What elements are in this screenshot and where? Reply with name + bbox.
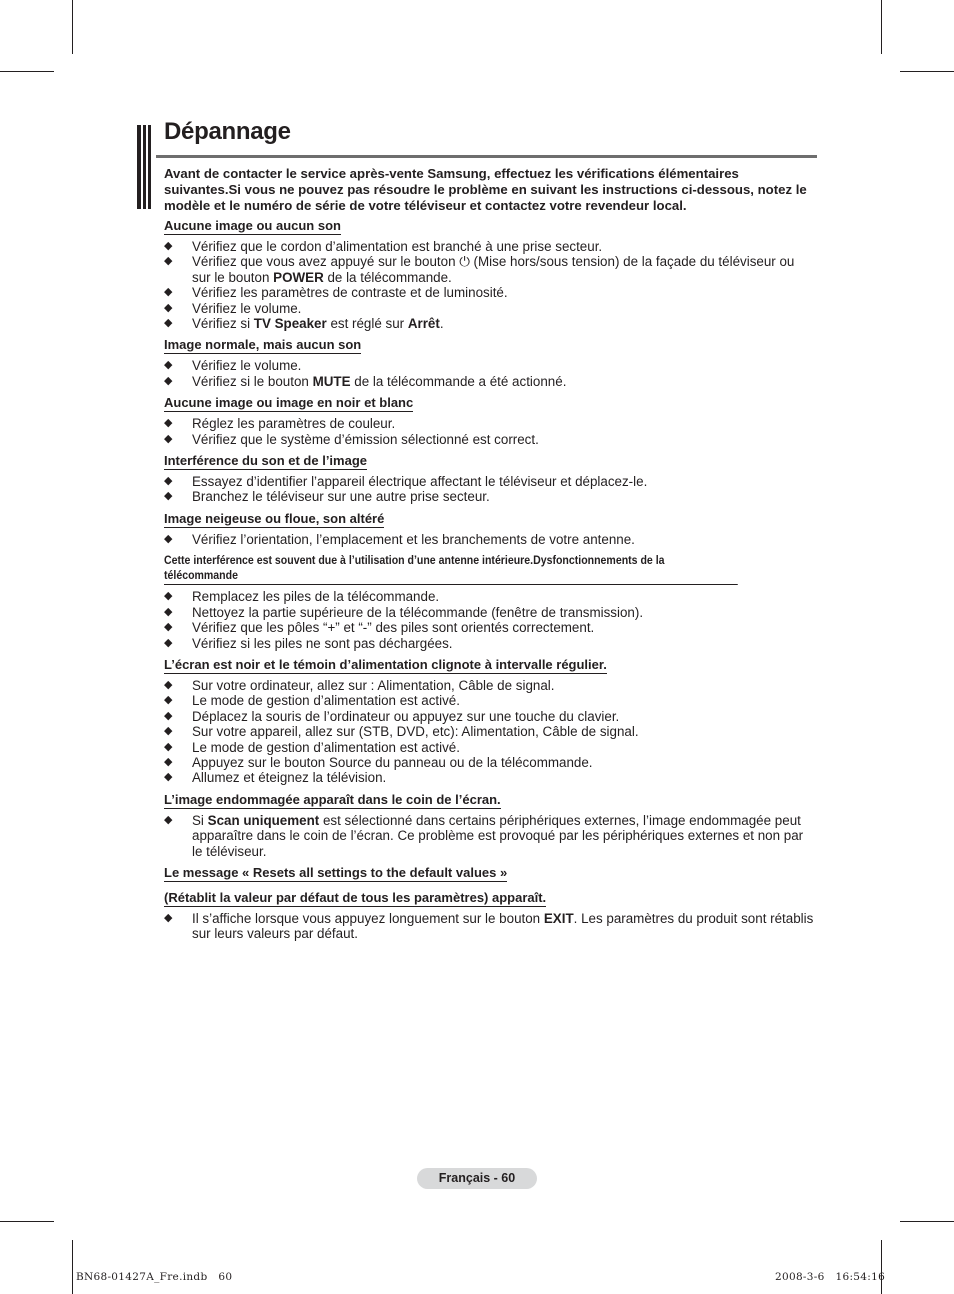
crop-mark xyxy=(900,1221,954,1222)
list-item: ◆ Allumez et éteignez la télévision. xyxy=(164,770,387,786)
diamond-bullet-icon: ◆ xyxy=(164,490,173,503)
diamond-bullet-icon: ◆ xyxy=(164,725,173,738)
list-item: ◆ Vérifiez que vous avez appuyé sur le bouton ⏻ (Mise hors/sous tension) de la façade du téléviseur ou sur le bouton POWER de la télécommande. xyxy=(164,254,795,285)
section-heading: L’écran est noir et le témoin d’alimentation clignote à intervalle régulier. xyxy=(164,656,607,672)
list-item: ◆ Appuyez sur le bouton Source du panneau ou de la télécommande. xyxy=(164,754,593,770)
troubleshooting-section xyxy=(164,218,816,331)
section-heading: Image neigeuse ou floue, son altéré xyxy=(164,510,385,526)
footer-file-name: BN68-01427A_Fre.indb 60 xyxy=(76,1271,233,1283)
list-item: ◆ Vérifiez le volume. xyxy=(164,358,302,374)
crop-mark xyxy=(900,71,954,72)
bullet-list xyxy=(164,678,816,786)
troubleshooting-list xyxy=(164,218,816,948)
troubleshooting-section xyxy=(164,395,816,447)
troubleshooting-section xyxy=(164,865,816,882)
diamond-bullet-icon: ◆ xyxy=(164,636,173,649)
diamond-bullet-icon: ◆ xyxy=(164,301,173,314)
list-item: ◆ Vérifiez les paramètres de contraste et de luminosité. xyxy=(164,285,508,301)
list-item: ◆ Sur votre appareil, allez sur (STB, DVD, etc): Alimentation, Câble de signal. xyxy=(164,724,639,740)
list-item: ◆ Branchez le téléviseur sur une autre prise secteur. xyxy=(164,489,490,505)
crop-mark xyxy=(72,1240,73,1294)
diamond-bullet-icon: ◆ xyxy=(164,771,173,784)
section-heading: (Rétablit la valeur par défaut de tous les paramètres) apparaît. xyxy=(164,889,547,905)
emphasis-text: POWER xyxy=(273,269,324,285)
section-heading: Aucune image ou image en noir et blanc xyxy=(164,395,414,411)
diamond-bullet-icon: ◆ xyxy=(164,286,173,299)
list-item: ◆ Sur votre ordinateur, allez sur : Alimentation, Câble de signal. xyxy=(164,677,555,693)
section-heading: Interférence du son et de l’image xyxy=(164,453,367,469)
diamond-bullet-icon: ◆ xyxy=(164,317,173,330)
section-heading: L’image endommagée apparaît dans le coin de l’écran. xyxy=(164,791,501,807)
bullet-list xyxy=(164,813,816,859)
list-item: ◆ Vérifiez si TV Speaker est réglé sur Arrêt. xyxy=(164,316,444,332)
title-rule xyxy=(156,155,817,158)
diamond-bullet-icon: ◆ xyxy=(164,911,173,924)
footer-timestamp: 2008-3-6 16:54:16 xyxy=(775,1271,886,1283)
bullet-list xyxy=(164,474,816,505)
crop-mark xyxy=(881,1240,882,1294)
troubleshooting-section xyxy=(164,453,816,505)
diamond-bullet-icon: ◆ xyxy=(164,694,173,707)
emphasis-text: TV Speaker xyxy=(253,316,327,332)
diamond-bullet-icon: ◆ xyxy=(164,813,173,826)
list-item: ◆ Nettoyez la partie supérieure de la télécommande (fenêtre de transmission). xyxy=(164,604,644,620)
diamond-bullet-icon: ◆ xyxy=(164,755,173,768)
bullet-list xyxy=(164,358,816,389)
diamond-bullet-icon: ◆ xyxy=(164,740,173,753)
troubleshooting-section xyxy=(164,553,816,651)
bullet-list xyxy=(164,239,816,331)
section-heading: Image normale, mais aucun son xyxy=(164,337,362,353)
diamond-bullet-icon: ◆ xyxy=(164,605,173,618)
list-item: ◆ Vérifiez si le bouton MUTE de la télécommande a été actionné. xyxy=(164,373,567,389)
list-item: ◆ Vérifiez que le cordon d’alimentation est branché à une prise secteur. xyxy=(164,239,603,254)
emphasis-text: Arrêt xyxy=(407,316,440,332)
list-item: ◆ Déplacez la souris de l’ordinateur ou appuyez sur une touche du clavier. xyxy=(164,708,620,724)
list-item: ◆ Vérifiez l’orientation, l’emplacement et les branchements de votre antenne. xyxy=(164,531,635,547)
diamond-bullet-icon: ◆ xyxy=(164,417,173,430)
emphasis-text: EXIT xyxy=(543,910,574,926)
list-item: ◆ Le mode de gestion d’alimentation est activé. xyxy=(164,739,460,755)
section-heading: Le message « Resets all settings to the default values » xyxy=(164,864,508,880)
troubleshooting-section xyxy=(164,511,816,547)
diamond-bullet-icon: ◆ xyxy=(164,678,173,691)
diamond-bullet-icon: ◆ xyxy=(164,240,173,252)
troubleshooting-section xyxy=(164,890,816,942)
diamond-bullet-icon: ◆ xyxy=(164,532,173,545)
diamond-bullet-icon: ◆ xyxy=(164,374,173,387)
troubleshooting-section xyxy=(164,337,816,389)
bullet-list xyxy=(164,589,816,651)
diamond-bullet-icon: ◆ xyxy=(164,475,173,488)
list-item: ◆ Réglez les paramètres de couleur. xyxy=(164,416,396,432)
page-title: Dépannage xyxy=(164,118,291,145)
list-item: ◆ Vérifiez si les piles ne sont pas déchargées. xyxy=(164,635,453,651)
diamond-bullet-icon: ◆ xyxy=(164,432,173,445)
list-item: ◆ Vérifiez que le système d’émission sélectionné est correct. xyxy=(164,431,539,447)
bullet-list xyxy=(164,416,816,447)
crop-mark xyxy=(0,71,54,72)
bullet-list xyxy=(164,911,816,942)
title-side-bar xyxy=(143,125,146,209)
title-side-bar xyxy=(148,125,151,209)
diamond-bullet-icon: ◆ xyxy=(164,255,173,268)
intro-paragraph: Avant de contacter le service après-vente Samsung, effectuez les vérifications élémentaires suivantes.Si vous ne pouvez pas résoudre le problème en suivant les instructions ci-dessous, notez le modèle et le numéro de série de votre téléviseur et contactez votre revendeur local. xyxy=(164,166,807,213)
list-item: ◆ Vérifiez le volume. xyxy=(164,300,302,316)
title-side-bar xyxy=(137,125,141,209)
crop-mark xyxy=(72,0,73,54)
page-number-badge: Français - 60 xyxy=(417,1168,537,1189)
list-item: ◆ Essayez d’identifier l’appareil électrique affectant le téléviseur et déplacez-le. xyxy=(164,474,648,490)
troubleshooting-section xyxy=(164,657,816,786)
list-item: ◆ Le mode de gestion d’alimentation est activé. xyxy=(164,693,460,709)
section-heading: Cette interférence est souvent due à l’utilisation d’une antenne intérieure.Dysfonctionnements de la télécommande xyxy=(164,553,738,585)
diamond-bullet-icon: ◆ xyxy=(164,709,173,722)
emphasis-text: MUTE xyxy=(312,373,351,389)
emphasis-text: Scan uniquement xyxy=(207,812,320,828)
list-item: ◆ Il s’affiche lorsque vous appuyez longuement sur le bouton EXIT. Les paramètres du produit sont rétablis sur leurs valeurs par défaut. xyxy=(164,910,814,942)
crop-mark xyxy=(0,1221,54,1222)
crop-mark xyxy=(881,0,882,54)
section-heading: Aucune image ou aucun son xyxy=(164,218,341,233)
list-item: ◆ Si Scan uniquement est sélectionné dans certains périphériques externes, l’image endommagée peut apparaître dans le coin de l’écran. Ce problème est provoqué par les périphériques externes et non par le téléviseur. xyxy=(164,812,804,859)
troubleshooting-section xyxy=(164,792,816,859)
diamond-bullet-icon: ◆ xyxy=(164,621,173,634)
list-item: ◆ Vérifiez que les pôles “+” et “-” des piles sont orientés correctement. xyxy=(164,620,595,636)
diamond-bullet-icon: ◆ xyxy=(164,359,173,372)
list-item: ◆ Remplacez les piles de la télécommande. xyxy=(164,589,440,605)
bullet-list xyxy=(164,532,816,547)
diamond-bullet-icon: ◆ xyxy=(164,590,173,603)
